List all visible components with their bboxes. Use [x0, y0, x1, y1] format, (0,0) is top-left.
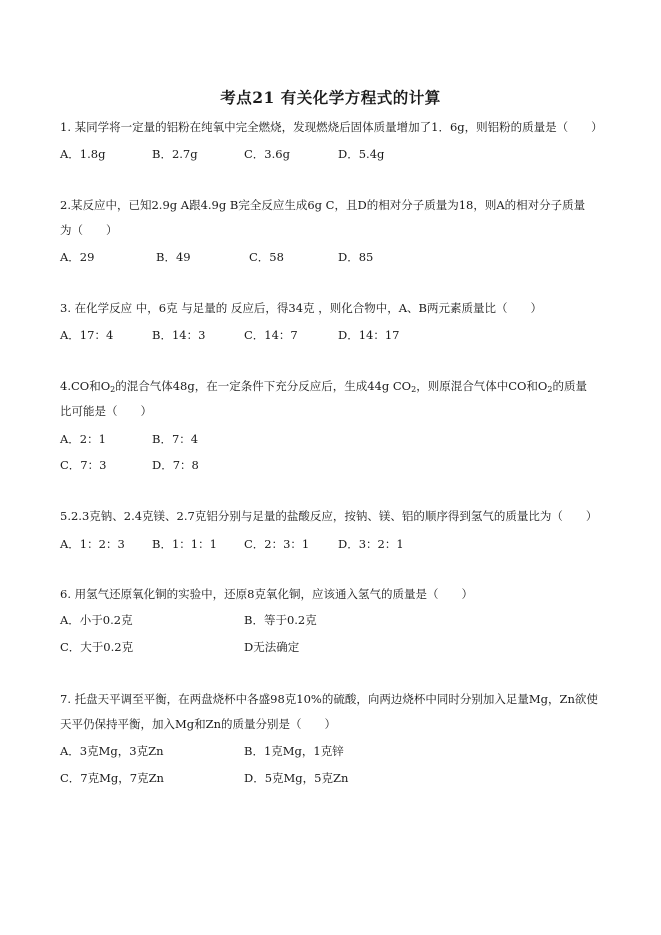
- question-6-stem: 6. 用氢气还原氧化铜的实验中，还原8克氧化铜，应该通入氢气的质量是（ ）: [60, 587, 473, 601]
- question-1-stem: 1. 某同学将一定量的铝粉在纯氧中完全燃烧，发现燃烧后固体质量增加了1．6g，则铝粉的质量是（ ）: [60, 120, 603, 134]
- q1-option-b: B．2.7g: [152, 147, 198, 161]
- q3-option-d: D．14：17: [338, 328, 400, 342]
- q2-option-a: A．29: [60, 250, 95, 264]
- q5-option-d: D．3：2：1: [338, 537, 404, 551]
- q2-option-b: B．49: [156, 250, 191, 264]
- q1-option-d: D．5.4g: [338, 147, 385, 161]
- q7-option-b: B．1克Mg，1克锌: [244, 744, 344, 758]
- q5-option-c: C．2：3：1: [244, 537, 310, 551]
- question-5-stem: 5.2.3克钠、2.4克镁、2.7克铝分别与足量的盐酸反应，按钠、镁、铝的顺序得到氢气的质量比为（ ）: [60, 509, 598, 523]
- q4-option-c: C．7：3: [60, 458, 107, 472]
- q4-option-b: B．7：4: [152, 432, 199, 446]
- question-2-stem-line1: 2.某反应中，已知2.9g A跟4.9g B完全反应生成6g C，且D的相对分子质量为18，则A的相对分子质量: [60, 198, 586, 212]
- question-4-stem-line1: 4.CO和$O_2$的混合气体48g，在一定条件下充分反应后，生成44g $CO_2$，则原混合气体中CO和$O_2$的质量: [60, 379, 587, 394]
- question-7-stem-line2: 天平仍保持平衡，加入Mg和Zn的质量分别是（ ）: [60, 717, 337, 731]
- q1-option-c: C．3.6g: [244, 147, 290, 161]
- question-3-stem: 3. 在化学反应 中，6克 与足量的 反应后，得34克 ，则化合物中，A、B两元素质量比（ ）: [60, 301, 542, 315]
- question-4-stem-line2: 比可能是（ ）: [60, 404, 152, 418]
- q5-option-b: B．1：1：1: [152, 537, 217, 551]
- question-2-stem-line2: 为（ ）: [60, 223, 118, 237]
- q2-option-c: C．58: [249, 250, 284, 264]
- q7-option-c: C．7克Mg，7克Zn: [60, 771, 164, 785]
- q6-option-b: B．等于0.2克: [244, 613, 317, 627]
- q2-option-d: D．85: [338, 250, 374, 264]
- q6-option-c: C．大于0.2克: [60, 640, 134, 654]
- q7-option-d: D．5克Mg，5克Zn: [244, 771, 349, 785]
- question-7-stem-line1: 7. 托盘天平调至平衡，在两盘烧杯中各盛98克10%的硫酸，向两边烧杯中同时分别加入足量Mg，Zn欲使: [60, 692, 598, 706]
- q6-option-d: D无法确定: [244, 640, 300, 654]
- page-title: 考点21 有关化学方程式的计算: [220, 88, 441, 107]
- q1-option-a: A．1.8g: [60, 147, 106, 161]
- q3-option-b: B．14：3: [152, 328, 206, 342]
- q6-option-a: A．小于0.2克: [60, 613, 133, 627]
- q4-option-d: D．7：8: [152, 458, 199, 472]
- q3-option-a: A．17：4: [60, 328, 114, 342]
- q4-option-a: A．2：1: [60, 432, 106, 446]
- q3-option-c: C．14：7: [244, 328, 298, 342]
- q7-option-a: A．3克Mg，3克Zn: [60, 744, 164, 758]
- q5-option-a: A．1：2：3: [60, 537, 125, 551]
